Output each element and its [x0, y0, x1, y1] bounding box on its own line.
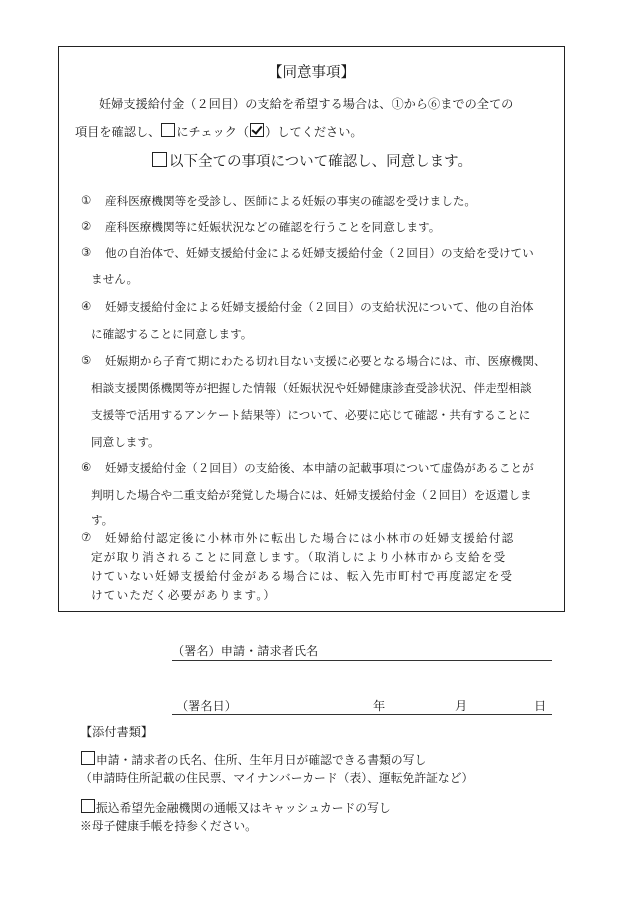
doc2-checkbox[interactable]: [81, 799, 95, 813]
item-line: けていない妊婦支援給付金がある場合には、転入先市町村で再度認定を受: [91, 569, 514, 583]
doc1-checkbox[interactable]: [81, 751, 95, 765]
attachment-doc1-detail: （申請時住所記載の住民票、マイナンバーカード（表）、運転免許証など）: [80, 771, 474, 785]
agree-all-statement: [59, 150, 564, 171]
item-number: ③: [81, 245, 92, 259]
item-line: 同意します。: [91, 435, 160, 449]
signature-name-label: （署名）申請・請求者氏名: [172, 644, 319, 658]
doc1-text: 申請・請求者の氏名、住所、生年月日が確認できる書類の写し: [96, 753, 427, 767]
intro-text-c: ）してください。: [265, 125, 363, 139]
item-line: 妊婦支援給付金（２回目）の支給後、本申請の記載事項について虚偽があることが: [105, 461, 534, 475]
doc2-text: 振込希望先金融機関の通帳又はキャッシュカードの写し: [96, 801, 391, 815]
empty-checkbox-icon: [161, 123, 175, 137]
item-number: ①: [81, 193, 92, 207]
item-line: ません。: [91, 272, 139, 286]
signature-date-line[interactable]: [172, 714, 552, 715]
item-line: 妊娠期から子育て期にわたる切れ目ない支援に必要となる場合には、市、医療機関、: [105, 354, 546, 368]
item-line: 産科医療機関等を受診し、医師による妊娠の事実の確認を受けました。: [105, 194, 477, 208]
intro-text-a: 項目を確認し、: [75, 125, 161, 139]
consent-box: [58, 46, 565, 612]
item-number: ④: [81, 299, 92, 313]
signature-day-label: 日: [534, 699, 547, 713]
item-line: 支援等で活用するアンケート結果等）について、必要に応じて確認・共有することに: [91, 408, 531, 422]
item-line: に確認することに同意します。: [91, 327, 253, 341]
agree-all-checkbox[interactable]: [152, 152, 167, 167]
attachment-doc2: [80, 799, 391, 816]
consent-intro-line1: 妊婦支援給付金（２回目）の支給を希望する場合は、①から⑥までの全ての: [99, 97, 514, 111]
attachment-note: ※母子健康手帳を持参ください。: [80, 819, 257, 833]
intro-text-b: にチェック（: [176, 125, 250, 139]
item-line: 妊婦支援給付金による妊婦支援給付金（２回目）の支給状況について、他の自治体: [105, 300, 534, 314]
item-line: 相談支援関係機関等が把握した情報（妊娠状況や妊婦健康診査受診状況、伴走型相談: [91, 381, 532, 395]
attachment-doc1: [80, 751, 426, 768]
item-line: す。: [91, 513, 114, 527]
attachments-heading: 【添付書類】: [80, 725, 154, 739]
item-line: 産科医療機関等に妊娠状況などの確認を行うことを同意します。: [105, 220, 441, 234]
agree-all-label: 以下全ての事項について確認し、同意します。: [168, 154, 473, 170]
item-number: ⑥: [81, 460, 92, 474]
item-line: 妊婦給付認定後に小林市外に転出した場合には小林市の妊婦支援給付認: [105, 531, 515, 545]
consent-title: 【同意事項】: [268, 65, 355, 81]
item-line: けていただく必要があります。）: [91, 588, 277, 602]
item-line: 判明した場合や二重支給が発覚した場合には、妊婦支援給付金（２回目）を返還しま: [91, 488, 532, 502]
item-number: ②: [81, 219, 92, 233]
checked-checkbox-icon: [250, 123, 264, 137]
item-number: ⑤: [81, 353, 92, 367]
signature-month-label: 月: [455, 699, 468, 713]
item-number: ⑦: [81, 530, 93, 544]
item-line: 定が取り消されることに同意します。（取消しにより小林市から支給を受: [91, 550, 507, 564]
item-line: 他の自治体で、妊婦支援給付金による妊婦支援給付金（２回目）の支給を受けてい: [105, 246, 534, 260]
signature-name-line[interactable]: [172, 660, 552, 661]
signature-date-label: （署名日）: [176, 699, 237, 713]
signature-year-label: 年: [373, 699, 386, 713]
consent-intro-line2: [75, 123, 363, 140]
